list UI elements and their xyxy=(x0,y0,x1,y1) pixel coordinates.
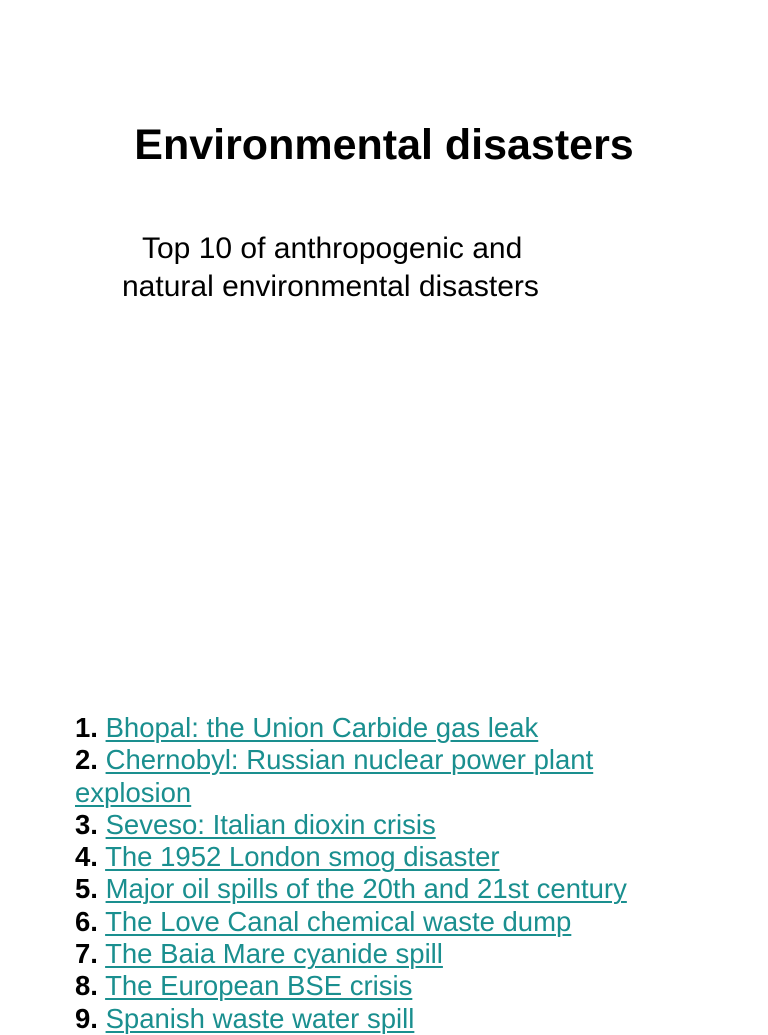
item-number: 9. xyxy=(75,1002,98,1034)
list-item xyxy=(75,809,715,841)
page-title: Environmental disasters xyxy=(134,121,634,169)
item-number: 3. xyxy=(75,808,98,840)
list-item xyxy=(75,873,715,905)
list-item xyxy=(75,938,715,970)
disaster-link-chernobyl[interactable]: Chernobyl: Russian nuclear power plant explosion xyxy=(75,744,594,808)
disaster-link-bhopal[interactable]: Bhopal: the Union Carbide gas leak xyxy=(105,712,539,743)
list-item xyxy=(75,841,715,873)
disaster-link-love-canal[interactable]: The Love Canal chemical waste dump xyxy=(105,905,572,937)
disaster-link-spanish-spill[interactable]: Spanish waste water spill xyxy=(105,1002,415,1034)
disaster-link-london-smog[interactable]: The 1952 London smog disaster xyxy=(105,841,500,873)
page-subtitle xyxy=(122,230,642,306)
disaster-link-bse-crisis[interactable]: The European BSE crisis xyxy=(105,970,413,1002)
list-item xyxy=(75,970,715,1002)
list-item xyxy=(75,906,715,938)
item-number: 7. xyxy=(75,938,98,970)
item-number: 5. xyxy=(75,873,98,905)
list-item xyxy=(75,1003,715,1035)
subtitle-line-2: natural environmental disasters xyxy=(122,270,539,303)
item-number: 6. xyxy=(75,905,98,937)
disaster-list xyxy=(75,712,715,1035)
item-number: 2. xyxy=(75,744,98,776)
disaster-link-seveso[interactable]: Seveso: Italian dioxin crisis xyxy=(105,808,436,840)
item-number: 1. xyxy=(75,712,98,743)
subtitle-line-1: Top 10 of anthropogenic and xyxy=(142,232,523,265)
disaster-link-baia-mare[interactable]: The Baia Mare cyanide spill xyxy=(105,938,443,970)
item-number: 4. xyxy=(75,841,98,873)
list-item xyxy=(75,744,715,809)
disaster-link-oil-spills[interactable]: Major oil spills of the 20th and 21st century xyxy=(105,873,627,905)
item-number: 8. xyxy=(75,970,98,1002)
list-item xyxy=(75,712,715,744)
